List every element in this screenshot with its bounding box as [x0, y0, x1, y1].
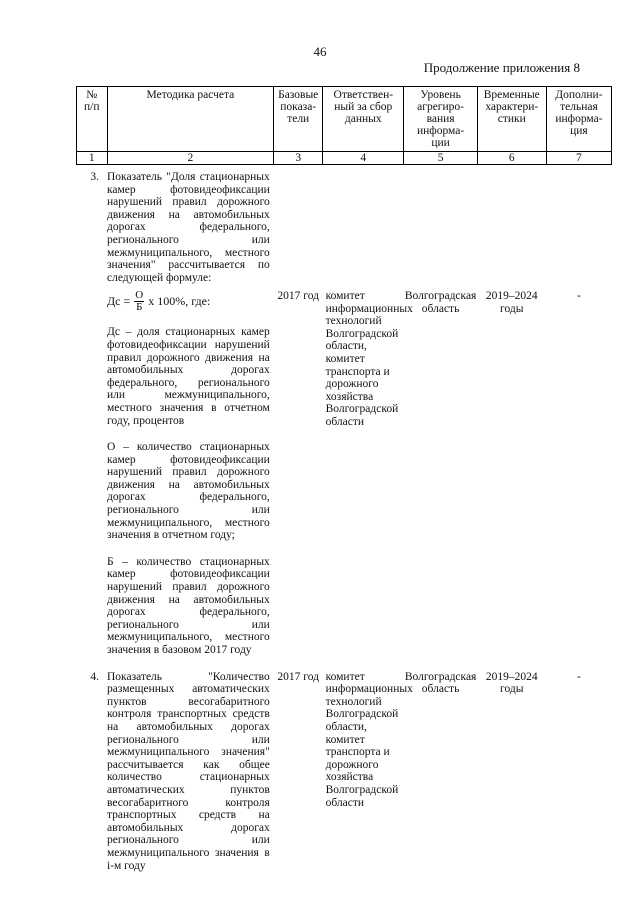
- method-cell: [107, 165, 274, 657]
- table-row: [77, 657, 612, 873]
- header-row: [77, 87, 612, 152]
- level-cell: Волгоградская область: [404, 670, 477, 696]
- column-number: 2: [107, 152, 274, 165]
- formula-numerator: О: [135, 288, 144, 301]
- header-col-method: Методика расчета: [107, 87, 274, 152]
- definition: Б – количество стационарных камер фотовидеофиксации нарушений правил дорожного движения на автомобильных дорогах федерального, регионального или межмуниципального, местного значения в базовом 2017 году: [107, 555, 270, 656]
- column-number: 1: [77, 152, 108, 165]
- continuation-caption: Продолжение приложения 8: [423, 60, 580, 75]
- time-cell: 2019–2024 годы: [485, 290, 538, 315]
- row-number: 4.: [90, 670, 99, 683]
- indicator-intro: Показатель "Доля стационарных камер фотовидеофиксации нарушений правил дорожного движения на автомобильных дорогах федерального, регионального или межмуниципального, местного значения" рассчитывается по следующей формуле:: [107, 171, 270, 284]
- header-col-num: № п/п: [77, 87, 108, 152]
- methodology-table: [76, 86, 612, 872]
- responsible-cell: комитет информационных технологий Волгоградской области, комитет транспорта и дорожного хозяйства Волгоградской области: [325, 670, 413, 809]
- base-cell: 2017 год: [277, 670, 319, 683]
- formula-fraction: [134, 290, 144, 313]
- base-cell: 2017 год: [277, 290, 319, 302]
- level-cell: Волгоградская область: [404, 290, 477, 315]
- method-cell: Показатель "Количество размещенных автоматических пунктов весогабаритного контроля транспортных средств на автомобильных дорогах регионального или межмуниципального значения" рассчитывается как общее количество стационарных автоматических пунктов весогабаритного контроля транспортных средств на автомобильных дорогах регионального или межмуниципального значения в i-м году: [107, 670, 270, 872]
- responsible-cell: комитет информационных технологий Волгоградской области, комитет транспорта и дорожного хозяйства Волгоградской области: [325, 290, 413, 428]
- header-col-level: Уровень агрегиро- вания информа- ции: [404, 87, 477, 152]
- column-number-row: [77, 152, 612, 165]
- header-col-base: Базовые показа- тели: [274, 87, 323, 152]
- column-number: 6: [477, 152, 546, 165]
- page-number: 46: [313, 44, 327, 59]
- header-col-time: Временные характери- стики: [477, 87, 546, 152]
- row-number: 3.: [90, 171, 99, 183]
- definition: О – количество стационарных камер фотовидеофиксации нарушений правил дорожного движения на автомобильных дорогах федерального, регионального или межмуниципального, местного значения в отчетном году;: [107, 441, 270, 542]
- formula-denominator: Б: [136, 300, 143, 313]
- column-number: 5: [404, 152, 477, 165]
- time-cell: 2019–2024 годы: [485, 670, 538, 696]
- formula: [107, 286, 270, 316]
- column-number: 3: [274, 152, 323, 165]
- formula-rhs: x 100%, где:: [148, 294, 211, 309]
- header-col-responsible: Ответствен- ный за сбор данных: [323, 87, 404, 152]
- table-row: [77, 165, 612, 657]
- column-number: 4: [323, 152, 404, 165]
- extra-cell: -: [577, 670, 581, 683]
- definition: Дс – доля стационарных камер фотовидеофиксации нарушений правил дорожного движения на автомобильных дорогах федерального, регионального или межмуниципального, местного значения в отчетном году, процентов: [107, 326, 270, 427]
- formula-lhs: Дс =: [107, 294, 131, 309]
- header-col-extra: Дополни- тельная информа- ция: [546, 87, 611, 152]
- extra-cell: -: [577, 290, 581, 302]
- column-number: 7: [546, 152, 611, 165]
